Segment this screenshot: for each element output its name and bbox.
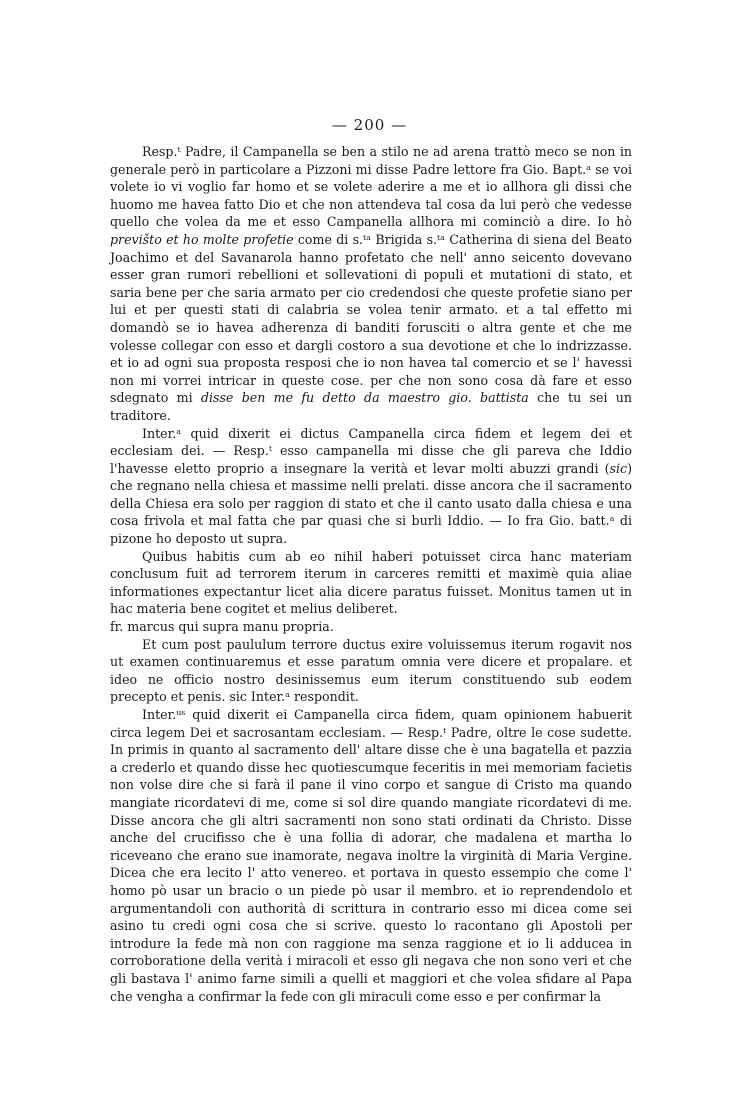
text-run: ) che regnano nella chiesa et massime nelli prelati. disse ancora che il sacramento della Chiesa era solo per raggion di stato et che il canto usato dalla chiesa e una cosa frivola et mal fatta che par quasi che si burli Iddio. — Io fra Gio. batt.ᵃ di pizone ho deposto ut supra. [110, 460, 632, 547]
paragraph [110, 425, 632, 548]
italic-text: disse ben me fu detto da maestro gio. battista [200, 390, 529, 406]
paragraph [110, 636, 632, 706]
paragraph [110, 143, 632, 425]
text-run: Et cum post paululum terrore ductus exire voluissemus iterum rogavit nos ut examen continuaremus et esse paratum omnia vere dicere et propalare. et ideo ne officio nostro desinissemus eum iterum constituendo sub eodem precepto et penis. sic Inter.ᵃ respondit. [110, 636, 632, 705]
page-number: — 200 — [331, 116, 408, 134]
text-run: che tu sei un traditore. [110, 390, 633, 423]
signature-line [110, 618, 632, 636]
italic-text: previšto et ho molte profetie [110, 231, 294, 247]
text-run: fr. marcus qui supra manu propria. [110, 619, 334, 635]
text-run: Inter.ᵃ quid dixerit ei dictus Campanella circa fidem et legem dei et ecclesiam dei. — Resp.ᵗ esso campanella mi disse che gli pareva che Iddio l'havesse eletto proprio a insegnare la verità et levar molti abuzzi grandi ( [110, 425, 632, 476]
text-run: Inter.ᵘˢ quid dixerit ei Campanella circa fidem, quam opinionem habuerit circa legem Dei et sacrosantam ecclesiam. — Resp.ᵗ Padre, oltre le cose sudette. In primis in quanto al sacramento dell' altare disse che è una bagatella et pazzia a crederlo et quando disse hec quotiescumque feceritis in mei memoriam facietis non volse dire che si farà il pane il vino corpo et sangue di Cristo ma quando mangiate ricordatevi di me, come si sol dire quando mangiate ricordatevi di me. Disse ancora che gli altri sacramenti non sono stati ordinati da Christo. Disse anche del crucifisso che è una follia di adorar, che madalena et martha lo riceveano che erano sue inamorate, negava inoltre la virginità di Maria Vergine. Dicea che era lecito l' atto venereo. et portava in questo essempio che come l' homo pò usar un bracio o un piede pò usar il membro. et io reprendendolo et argumentandoli con authorità di scrittura in contrario esso mi dicea come sei asino tu credi ogni cosa che si scrive. questo lo racontano gli Apostoli per introdure la fede mà non con raggione ma senza raggione et io li adducea in corroboratione della verità i miracoli et esso gli negava che non sono veri et che gli bastava l' animo farne simili a quelli et maggiori et che volea sfidare al Papa che vengha a confirmar la fede con gli miraculi come esso e per confirmar la [110, 707, 632, 1004]
text-run: come di s.ᵗᵃ Brigida s.ᵗᵃ Catherina di siena del Beato Joachimo et del Savanarola hanno profetato che nell' anno seicento dovevano esser gran rumori rebellioni et sollevationi di populi et mutationi di stato, et saria bene per che saria armato per cio credendosi che queste profetie siano per lui et per questi stati di calabria se volea tenir armato. et a tal effetto mi domandò se io havea adherenza di banditi forusciti o altra gente et che me volesse collegar con esso et dargli costoro a sua devotione et che lo indrizzasse. et io ad ogni sua proposta resposi che io non havea tal comercio et se l' havessi non mi vorrei intricar in queste cose. per che non sono cosa dà fare et esso sdegnato mi [110, 231, 632, 406]
italic-text: sic [609, 460, 628, 476]
paragraph [110, 548, 632, 618]
paragraph [110, 706, 632, 1005]
text-run: Quibus habitis cum ab eo nihil haberi potuisset circa hanc materiam conclusum fuit ad terrorem iterum in carceres remitti et maximè quia aliae informationes expectantur licet alia dicere paratus fuisset. Monitus tamen ut in hac materia bene cogitet et melius deliberet. [110, 548, 632, 617]
page-body-text [110, 143, 632, 1005]
text-run: Resp.ᵗ Padre, il Campanella se ben a stilo ne ad arena trattò meco se non in generale però in particolare a Pizzoni mi disse Padre lettore fra Gio. Bapt.ᵃ se voi volete io vi voglio far homo et se volete aderire a me et io allhora gli dissi che huomo me havea fatto Dio et che non attendeva tal cosa da lui però che vedesse quello che volea da me et esso Campanella allhora mi cominciò a dire. Io hò [110, 144, 632, 230]
